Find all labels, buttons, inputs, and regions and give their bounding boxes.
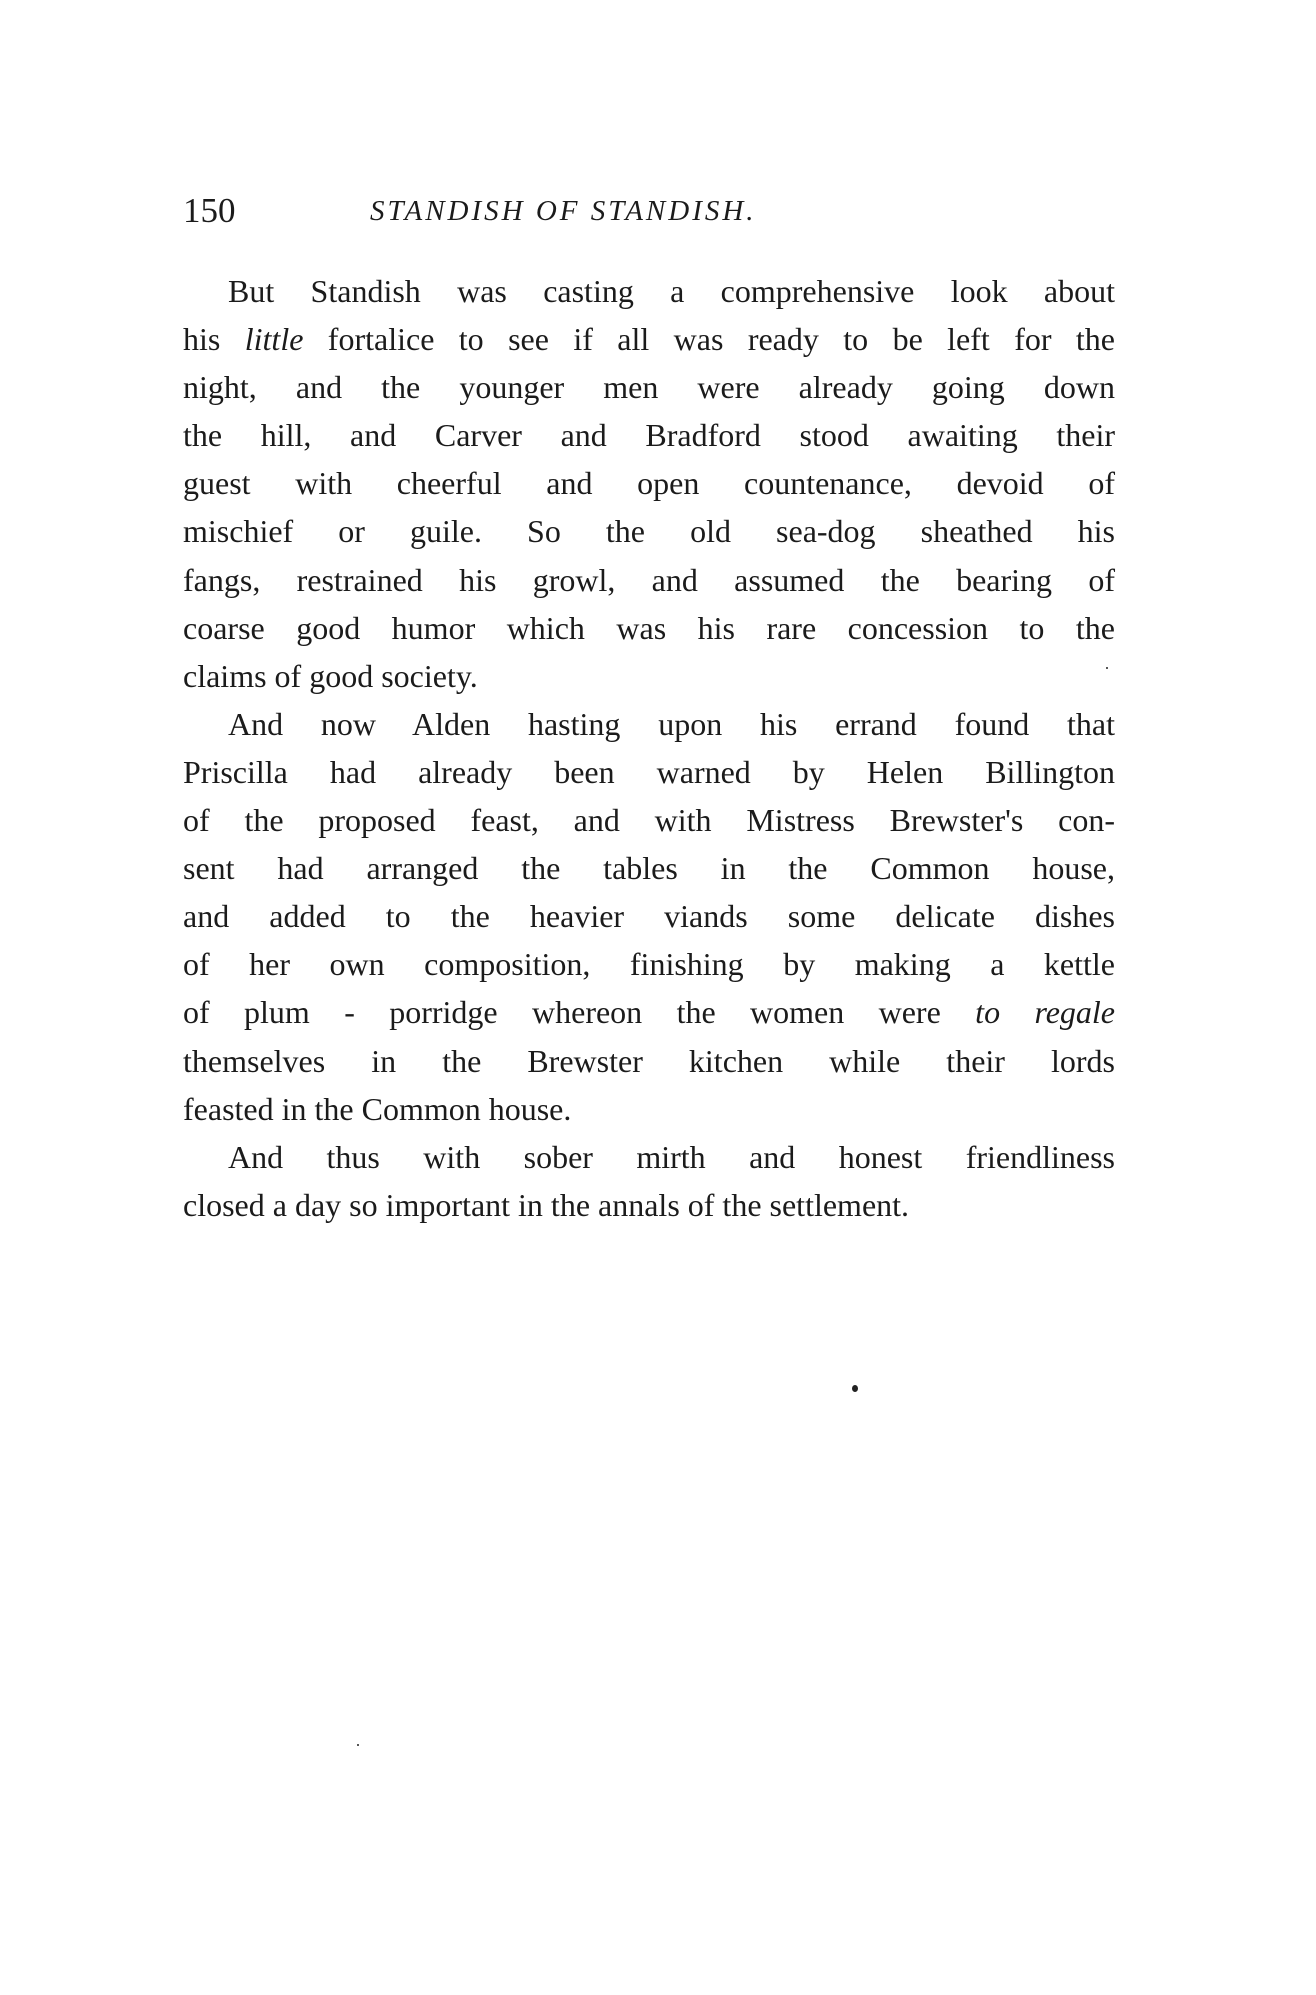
text-line [183, 748, 1115, 796]
text-line [183, 652, 1115, 700]
text-run: themselves in the Brewster kitchen while their lords [183, 1042, 1115, 1079]
running-head [183, 188, 1123, 234]
ink-speck [357, 1744, 359, 1746]
ink-speck [852, 1385, 858, 1392]
text-run: claims of good society. [183, 657, 478, 694]
text-line [183, 796, 1115, 844]
text-line [183, 459, 1115, 507]
text-run: fortalice to see if all was ready to be left for the [303, 321, 1116, 358]
text-run: Priscilla had already been warned by Helen Billington [183, 753, 1115, 790]
text-run: sent had arranged the tables in the Common house, [183, 850, 1115, 887]
text-line [183, 700, 1115, 748]
text-run: night, and the younger men were already going down [183, 369, 1115, 406]
text-run: guest with cheerful and open countenance, devoid of [183, 465, 1115, 502]
text-line [183, 507, 1115, 555]
text-line [183, 315, 1115, 363]
text-line [183, 1037, 1115, 1085]
text-run: And thus with sober mirth and honest friendliness [228, 1138, 1115, 1175]
text-run: of her own composition, finishing by making a kettle [183, 946, 1115, 983]
text-run: fangs, restrained his growl, and assumed the bearing of [183, 561, 1115, 598]
text-line [183, 1085, 1115, 1133]
text-run: feasted in the Common house. [183, 1090, 572, 1127]
text-line [183, 267, 1115, 315]
text-run: of plum - porridge whereon the women were [183, 994, 976, 1031]
italic-run: little [244, 321, 304, 358]
text-line [183, 892, 1115, 940]
text-line [183, 363, 1115, 411]
text-run: and added to the heavier viands some delicate dishes [183, 898, 1115, 935]
text-run: coarse good humor which was his rare concession to the [183, 609, 1115, 646]
text-line [183, 1181, 1115, 1229]
text-run: mischief or guile. So the old sea-dog sheathed his [183, 513, 1115, 550]
text-run: of the proposed feast, and with Mistress Brewster's con- [183, 802, 1115, 839]
text-line [183, 604, 1115, 652]
ink-speck [1106, 667, 1108, 669]
text-line [183, 988, 1115, 1036]
body-text [183, 267, 1115, 1229]
text-line [183, 411, 1115, 459]
text-run: And now Alden hasting upon his errand found that [228, 705, 1115, 742]
text-line [183, 940, 1115, 988]
text-line [183, 1133, 1115, 1181]
text-line [183, 556, 1115, 604]
text-run: his [183, 321, 245, 358]
text-line [183, 844, 1115, 892]
running-title: STANDISH OF STANDISH. [370, 195, 757, 227]
text-run: the hill, and Carver and Bradford stood awaiting their [183, 417, 1115, 454]
page-number: 150 [183, 191, 236, 230]
italic-run: to regale [975, 994, 1116, 1031]
text-run: closed a day so important in the annals of the settlement. [183, 1186, 910, 1223]
text-run: But Standish was casting a comprehensive look about [228, 273, 1115, 309]
